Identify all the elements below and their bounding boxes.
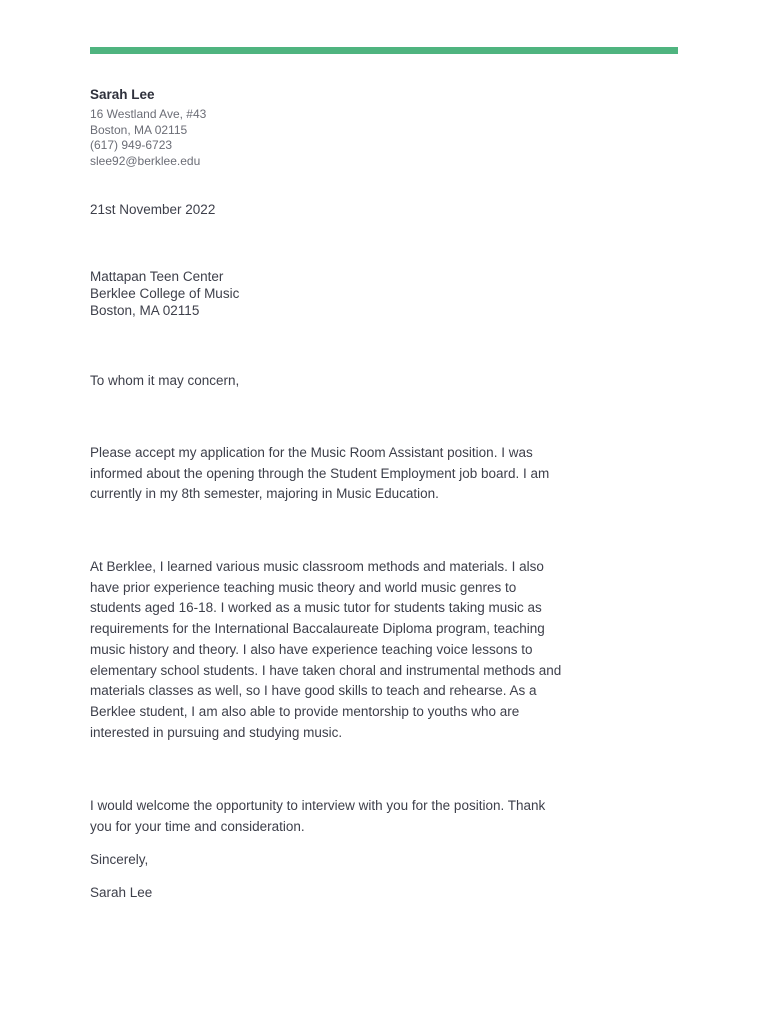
sender-email: slee92@berklee.edu [90, 153, 201, 168]
sender-name: Sarah Lee [90, 87, 155, 102]
recipient-line2: Berklee College of Music [90, 286, 240, 301]
sender-phone: (617) 949-6723 [90, 138, 173, 153]
recipient-line3: Boston, MA 02115 [90, 303, 200, 318]
body-paragraph-1: Please accept my application for the Music Room Assistant position. I was informed about the opening through the Student Employment job board. I am currently in my 8th semester, majoring in Music Education. [90, 445, 550, 502]
recipient-line1: Mattapan Teen Center [90, 269, 224, 284]
closing: Sincerely, [90, 852, 149, 867]
sender-contact-block [90, 107, 206, 169]
sender-address-line2: Boston, MA 02115 [90, 122, 188, 137]
letter-date: 21st November 2022 [90, 202, 216, 217]
body-paragraph-3: I would welcome the opportunity to interview with you for the position. Thank you for your time and consideration. [90, 798, 546, 834]
header-accent-bar [90, 47, 678, 54]
salutation: To whom it may concern, [90, 373, 240, 388]
recipient-block [90, 268, 239, 319]
sender-address-line1: 16 Westland Ave, #43 [90, 107, 207, 121]
body-paragraph-2: At Berklee, I learned various music classroom methods and materials. I also have prior experience teaching music theory and world music genres to students aged 16-18. I worked as a music tutor for students taking music as requirements for the International Baccalaureate Diploma program, teaching music history and theory. I also have experience teaching voice lessons to elementary school students. I have taken choral and instrumental methods and materials classes as well, so I have good skills to teach and rehearse. As a Berklee student, I am also able to provide mentorship to youths who are interested in pursuing and studying music. [90, 559, 562, 740]
signature-name: Sarah Lee [90, 885, 153, 900]
